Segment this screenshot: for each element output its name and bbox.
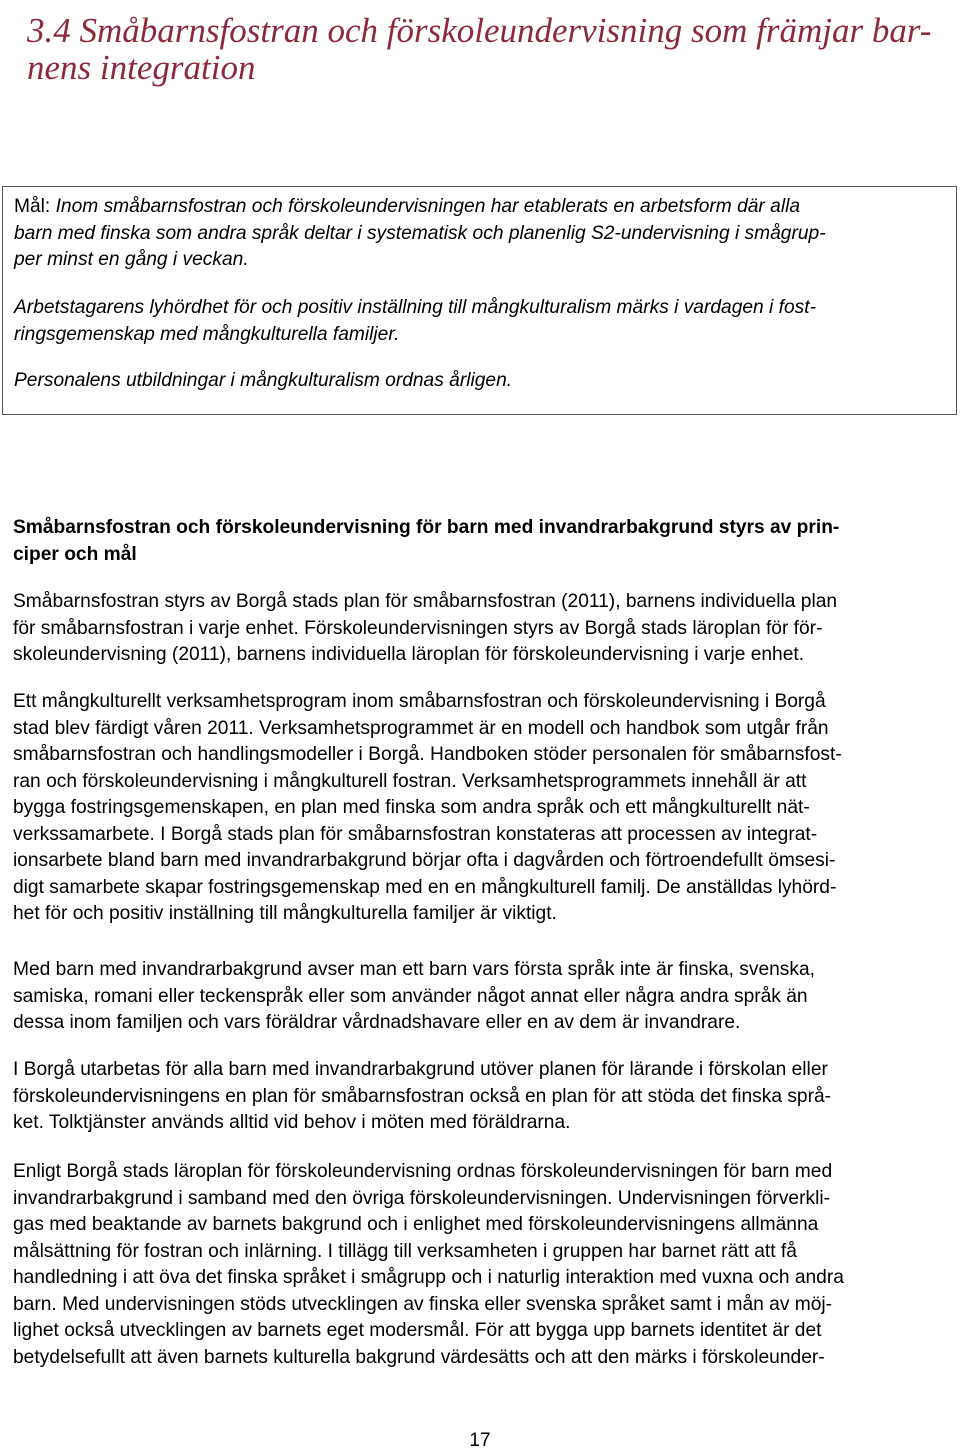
text-line: ket. Tolktjänster används alltid vid behov i möten med föräldrarna.: [13, 1112, 571, 1133]
goal-paragraph-2: [14, 295, 816, 348]
goal-line: Arbetstagarens lyhördhet för och positiv inställning till mångkulturalism märks i vardagen i fost-: [14, 297, 816, 318]
text-line: stad blev färdigt våren 2011. Verksamhetsprogrammet är en modell och handbok som utgår från: [13, 717, 829, 739]
paragraph-1: [13, 589, 837, 669]
section-heading: [27, 12, 947, 86]
goal-line: [14, 194, 826, 221]
text-line: dessa inom familjen och vars föräldrar vårdnadshavare eller en av dem är invandrare.: [13, 1012, 741, 1033]
goal-line: per minst en gång i veckan.: [14, 249, 249, 270]
text-line: invandrarbakgrund i samband med den övriga förskoleundervisningen. Undervisningen förverkli-: [13, 1187, 830, 1209]
text-line: lighet också utvecklingen av barnets eget modersmål. För att bygga upp barnets identitet är det: [13, 1320, 822, 1341]
text-line: het för och positiv inställning till mångkulturella familjer är viktigt.: [13, 903, 557, 924]
goal-paragraph-3: [14, 368, 512, 395]
paragraph-4: [13, 1057, 831, 1137]
text-line: Enligt Borgå stads läroplan för förskoleundervisning ordnas förskoleundervisningen för barn med: [13, 1161, 833, 1182]
goal-text: Inom småbarnsfostran och förskoleundervisningen har etablerats en arbetsform där alla: [50, 196, 801, 217]
goal-line: ringsgemenskap med mångkulturella familjer.: [14, 323, 400, 345]
paragraph-3: [13, 957, 815, 1037]
text-line: Småbarnsfostran styrs av Borgå stads plan för småbarnsfostran (2011), barnens individuella plan: [13, 591, 838, 612]
goal-line: barn med finska som andra språk deltar i systematisk och planenlig S2-undervisning i smågrup-: [14, 222, 826, 244]
text-line: digt samarbete skapar fostringsgemenskap med en en mångkulturell familj. De anställdas lyhörd-: [13, 876, 837, 898]
page-number: 17: [469, 1430, 491, 1451]
text-line: bygga fostringsgemenskapen, en plan med finska som andra språk och ett mångkulturellt nät-: [13, 797, 810, 818]
paragraph-2: [13, 689, 842, 928]
goal-line: Personalens utbildningar i mångkulturalism ordnas årligen.: [14, 370, 513, 391]
heading-line: nens integration: [27, 48, 256, 87]
goal-label: Mål:: [14, 196, 51, 217]
text-line: ran och förskoleundervisning i mångkulturell fostran. Verksamhetsprogrammets innehåll är att: [13, 770, 807, 792]
heading-line: 3.4 Småbarnsfostran och förskoleundervisning som främjar bar-: [27, 11, 932, 50]
subheading-line: Småbarnsfostran och förskoleundervisning för barn med invandrarbakgrund styrs av prin-: [13, 517, 840, 538]
paragraph-5: [13, 1159, 844, 1371]
text-line: målsättning för fostran och inlärning. I tillägg till verksamheten i gruppen har barnet rätt att få: [13, 1240, 797, 1262]
text-line: verkssamarbete. I Borgå stads plan för småbarnsfostran konstateras att processen av integrat-: [13, 823, 818, 845]
text-line: handledning i att öva det finska språket i smågrupp och i naturlig interaktion med vuxna och andra: [13, 1267, 844, 1288]
text-line: för småbarnsfostran i varje enhet. Förskoleundervisningen styrs av Borgå stads läroplan för för-: [13, 617, 823, 639]
subheading: [13, 515, 839, 568]
subheading-line: ciper och mål: [13, 543, 137, 565]
text-line: ionsarbete bland barn med invandrarbakgrund börjar ofta i dagvården och förtroendefullt ömsesi-: [13, 850, 836, 871]
text-line: I Borgå utarbetas för alla barn med invandrarbakgrund utöver planen för lärande i förskolan eller: [13, 1059, 828, 1080]
text-line: Ett mångkulturellt verksamhetsprogram inom småbarnsfostran och förskoleundervisning i Borgå: [13, 691, 826, 712]
text-line: förskoleundervisningens en plan för småbarnsfostran också en plan för att stöda det finska språ-: [13, 1085, 832, 1107]
text-line: skoleundervisning (2011), barnens individuella läroplan för förskoleundervisning i varje enhet.: [13, 644, 805, 665]
text-line: betydelsefullt att även barnets kulturella bakgrund värdesätts och att den märks i förskoleunder-: [13, 1346, 825, 1368]
text-line: barn. Med undervisningen stöds utvecklingen av finska eller svenska språket samt i mån av möj-: [13, 1293, 833, 1315]
text-line: småbarnsfostran och handlingsmodeller i Borgå. Handboken stöder personalen för småbarnsfost-: [13, 744, 842, 765]
text-line: gas med beaktande av barnets bakgrund och i enlighet med förskoleundervisningens allmänna: [13, 1214, 819, 1235]
text-line: Med barn med invandrarbakgrund avser man ett barn vars första språk inte är finska, svenska,: [13, 959, 815, 980]
goal-box: [2, 186, 957, 415]
text-line: samiska, romani eller teckenspråk eller som använder något annat eller några andra språk än: [13, 985, 808, 1007]
goal-paragraph-1: [14, 194, 826, 274]
